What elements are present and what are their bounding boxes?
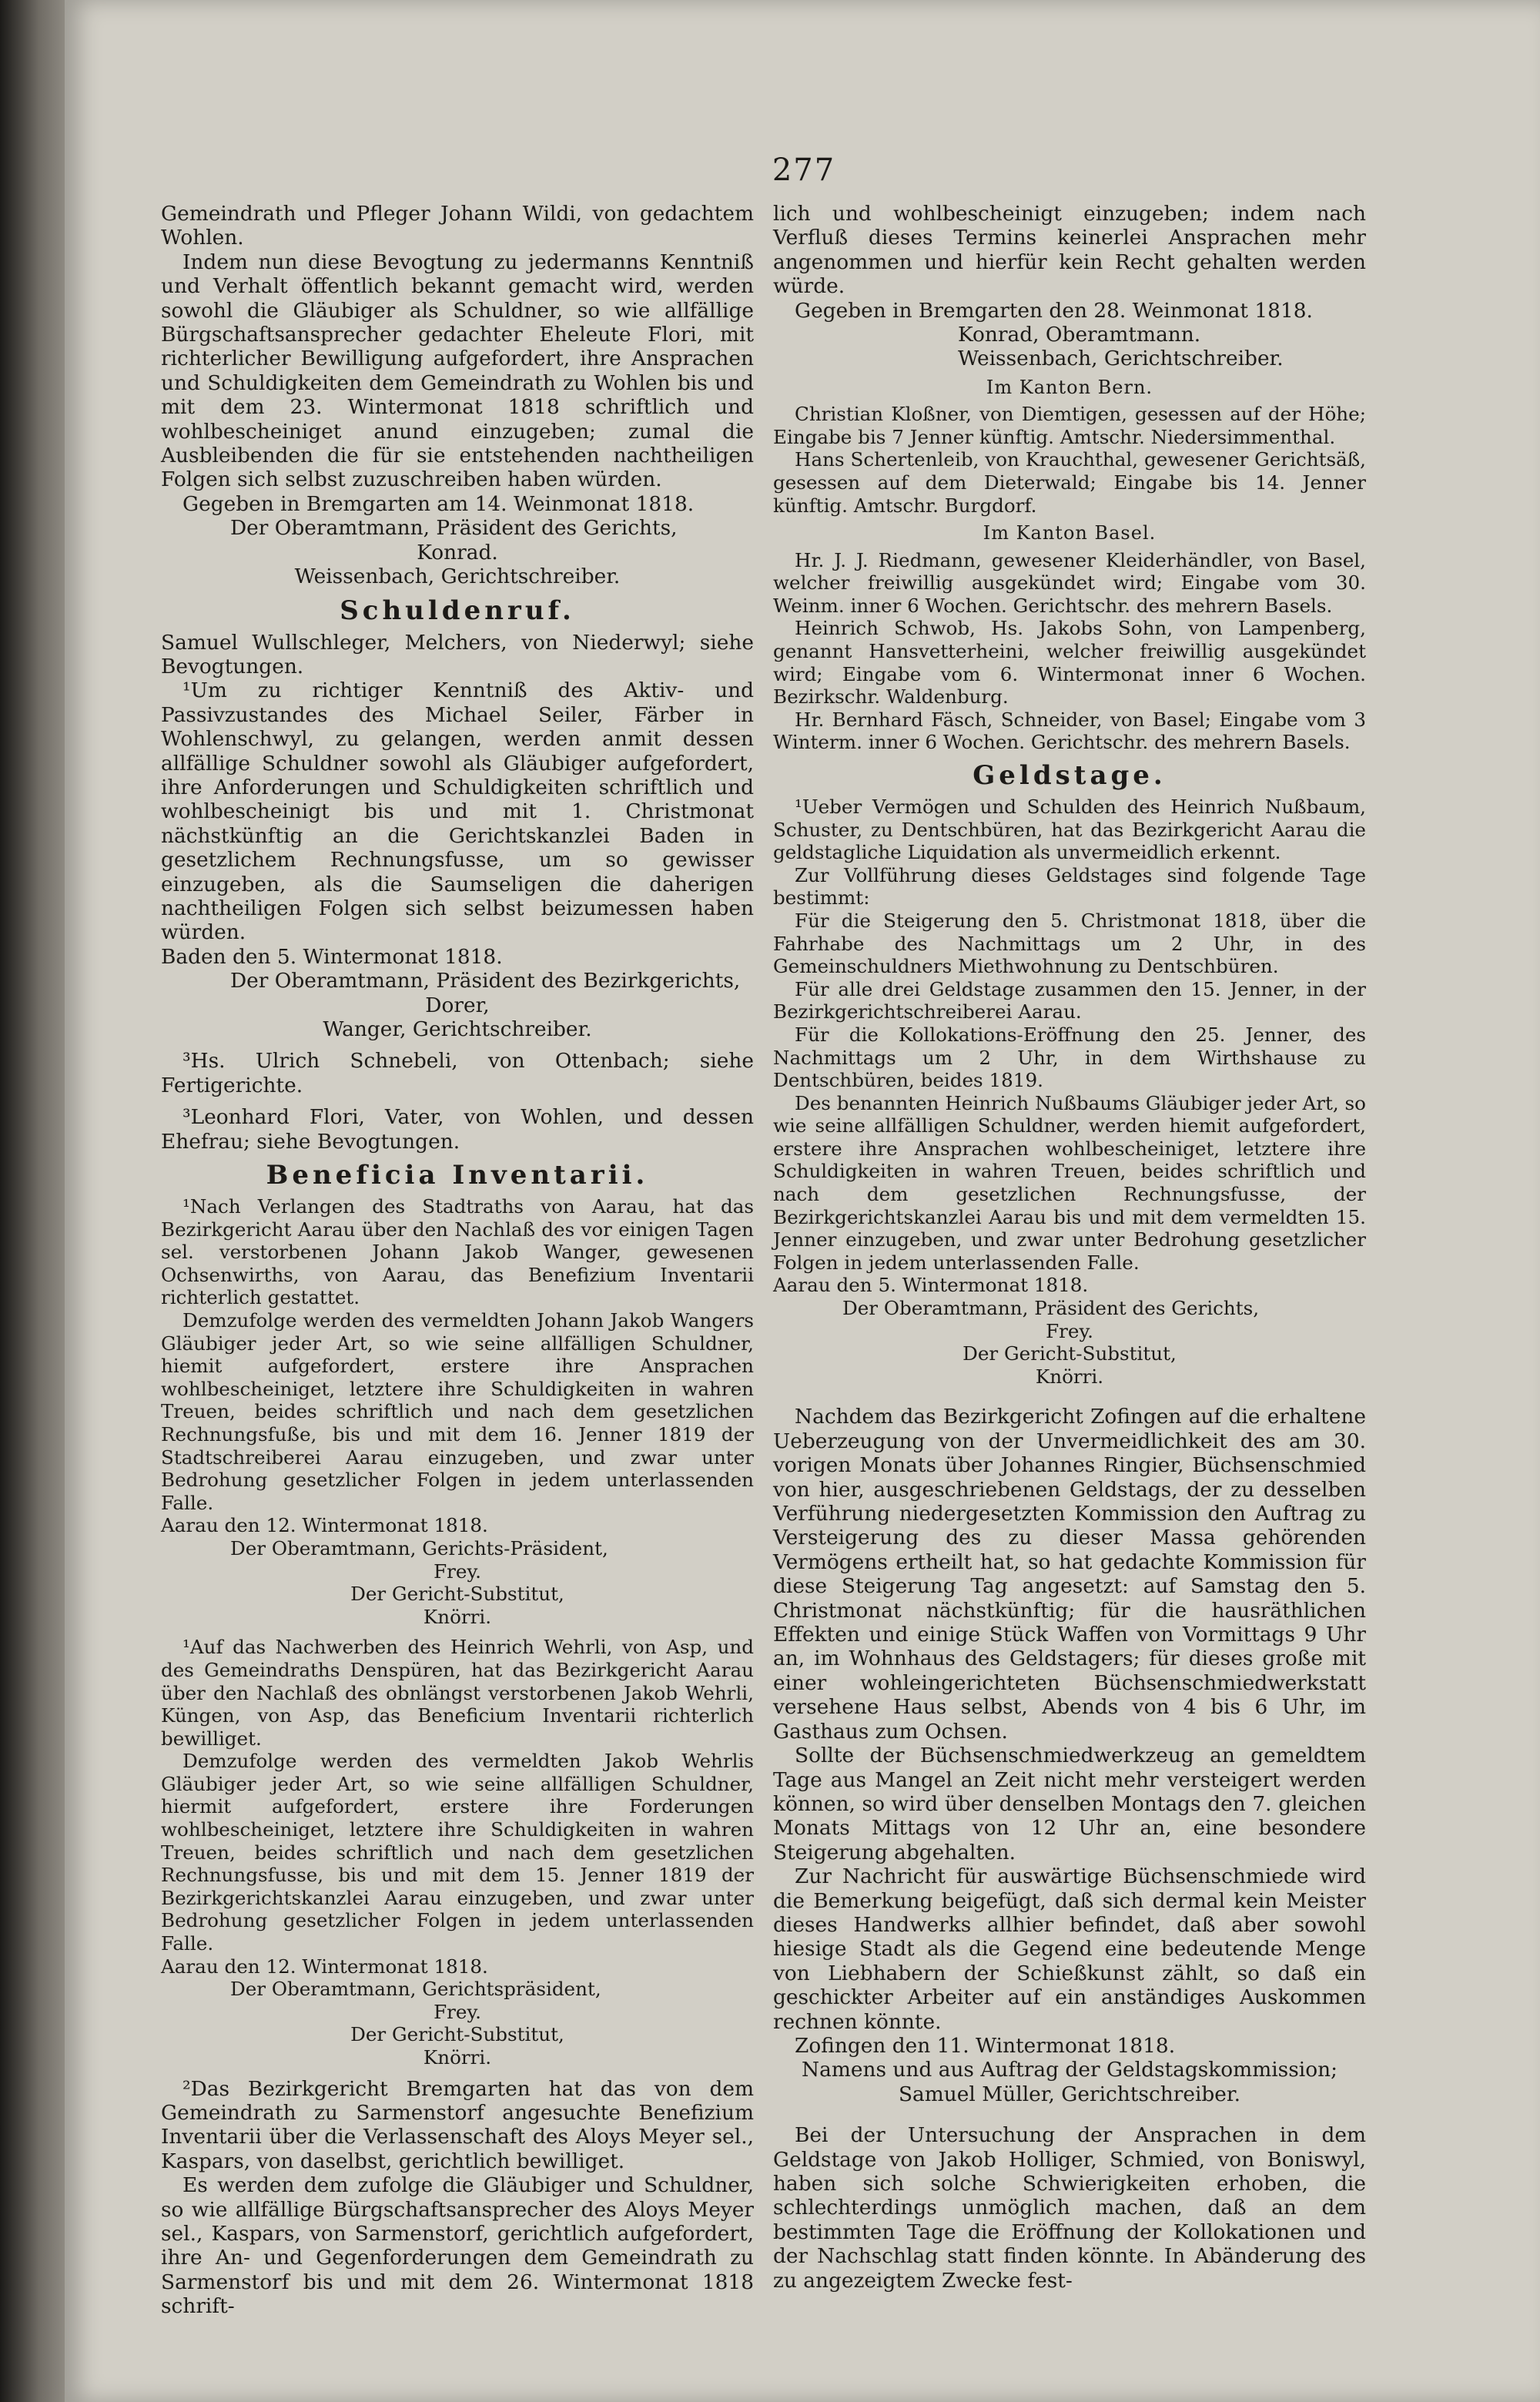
scan-binding-edge <box>0 0 65 2402</box>
page-number: 277 <box>772 152 836 188</box>
signature-name: Frey. <box>434 1559 481 1583</box>
dateline: Zofingen den 11. Wintermonat 1818. <box>795 2033 1176 2058</box>
paragraph: ¹Um zu richtiger Kenntniß des Aktiv- und Passivzustandes des Michael Seiler, Färber in Wohlenschwyl, zu gelangen, werden anmit dessen allfällige Schuldner sowohl als Gläubiger aufgefordert, ihre Anforderungen und Schuldigkeiten schriftlich und wohlbescheinigt bis und mit 1. Christmonat nächstkünftig an die Gerichtskanzlei Baden in gesetzlichem Rechnungsfusse, um so gewisser einzugeben, als die Saumseligen die daherigen nachtheiligen Folgen sich selbst beizumessen haben würden. <box>161 678 754 945</box>
paragraph: ¹Ueber Vermögen und Schulden des Heinrich Nußbaum, Schuster, zu Dentschbüren, hat das Bezirkgericht Aarau die geldstagliche Liquidation als unvermeidlich erkennt. <box>773 795 1366 864</box>
paragraph: Es werden dem zufolge die Gläubiger und Schuldner, so wie allfällige Bürgschaftsansprecher des Aloys Meyer sel., Kaspars, von Sarmenstorf, gerichtlich aufgefordert, ihre An- und Gegenforderungen dem Gemeindrath zu Sarmenstorf bis und mit dem 26. Wintermonat 1818 schrift- <box>161 2173 754 2319</box>
right-column <box>773 202 1366 2293</box>
dateline: Aarau den 12. Wintermonat 1818. <box>161 1955 488 1978</box>
paragraph: ¹Nach Verlangen des Stadtraths von Aarau, hat das Bezirkgericht Aarau über den Nachlaß des vor einigen Tagen sel. verstorbenen Johann Jakob Wanger, gewesenen Ochsenwirths, von Aarau, das Benefizium Inventarii richterlich gestattet. <box>161 1195 754 1309</box>
signature-line: Der Oberamtmann, Präsident des Gerichts, <box>842 1297 1260 1320</box>
dateline: Gegeben in Bremgarten am 14. Weinmonat 1818. <box>182 491 695 516</box>
signature-name: Dorer, <box>425 993 490 1017</box>
paragraph: Für die Kollokations-Eröffnung den 25. Jenner, des Nachmittags um 2 Uhr, in dem Wirthshause zu Dentschbüren, beides 1819. <box>773 1023 1366 1092</box>
notice-entry: ³Hs. Ulrich Schnebeli, von Ottenbach; siehe Fertigerichte. <box>161 1049 754 1097</box>
section-heading: Schuldenruf. <box>340 595 575 626</box>
dateline: Baden den 5. Wintermonat 1818. <box>161 944 503 969</box>
signature-line: Wanger, Gerichtschreiber. <box>323 1017 592 1041</box>
notice-entry: Samuel Wullschleger, Melchers, von Niederwyl; siehe Bevogtungen. <box>161 630 754 678</box>
signature-line: Der Oberamtmann, Präsident des Bezirkgerichts, <box>230 969 741 993</box>
paragraph: Zur Nachricht für auswärtige Büchsenschmiede wird die Bemerkung beigefügt, daß sich dermal kein Meister dieses Handwerks allhier befindet, daß aber sowohl hiesige Stadt als die Gegend eine bedeutende Menge von Liebhabern der Schießkunst zählt, so daß ein geschickter Arbeiter auf ein anständiges Auskommen rechnen könnte. <box>773 1864 1366 2034</box>
dateline: Gegeben in Bremgarten den 28. Weinmonat 1818. <box>795 298 1313 323</box>
signature-name: Knörri. <box>423 2046 492 2069</box>
notice-entry: Hans Schertenleib, von Krauchthal, gewesener Gerichtsäß, gesessen auf dem Dieterwald; Eingabe bis 14. Jenner künftig. Amtschr. Burgdorf. <box>773 448 1366 517</box>
paragraph: ²Das Bezirkgericht Bremgarten hat das von dem Gemeindrath zu Sarmenstorf angesuchte Benefizium Inventarii über die Verlassenschaft des Aloys Meyer sel., Kaspars, von daselbst, gerichtlich bewilliget. <box>161 2076 754 2173</box>
section-heading: Beneficia Inventarii. <box>266 1160 649 1191</box>
signature-line: Der Oberamtmann, Gerichtspräsident, <box>230 1978 601 2001</box>
notice-entry: Christian Kloßner, von Diemtigen, gesessen auf der Höhe; Eingabe bis 7 Jenner künftig. Amtschr. Niedersimmenthal. <box>773 403 1366 448</box>
paragraph: Demzufolge werden des vermeldten Jakob Wehrlis Gläubiger jeder Art, so wie seine allfälligen Schuldner, hiermit aufgefordert, erstere ihre Forderungen wohlbescheiniget, letztere ihre Schuldigkeiten in wahren Treuen, beides schriftlich und nach dem gesetzlichen Rechnungsfusse, bis und mit dem 15. Jenner 1819 der Bezirkgerichtskanzlei Aarau einzugeben, und zwar unter Bedrohung gesetzlicher Folgen in jedem unterlassenden Falle. <box>161 1750 754 1955</box>
document-page <box>65 0 1540 2402</box>
signature-name: Konrad. <box>417 540 498 564</box>
signature-line: Der Gericht-Substitut, <box>350 1583 564 1606</box>
signature-line: Namens und aus Auftrag der Geldstagskommission; <box>802 2058 1337 2082</box>
left-column <box>161 202 754 2319</box>
paragraph: Für die Steigerung den 5. Christmonat 1818, über die Fahrhabe des Nachmittags um 2 Uhr, in des Gemeinschuldners Miethwohnung zu Dentschbüren. <box>773 909 1366 978</box>
signature-line: Weissenbach, Gerichtschreiber. <box>294 564 621 589</box>
signature-line: Der Oberamtmann, Gerichts-Präsident, <box>230 1536 608 1559</box>
dateline: Aarau den 12. Wintermonat 1818. <box>161 1514 488 1537</box>
signature-line: Konrad, Oberamtmann. <box>958 323 1201 347</box>
signature-name: Knörri. <box>1035 1365 1104 1388</box>
paragraph: Für alle drei Geldstage zusammen den 15. Jenner, in der Bezirkgerichtschreiberei Aarau. <box>773 977 1366 1023</box>
signature-name: Frey. <box>434 2000 481 2023</box>
notice-entry: Heinrich Schwob, Hs. Jakobs Sohn, von Lampenberg, genannt Hansvetterheini, welcher freiwillig ausgekündet wird; Eingabe vom 6. Wintermonat inner 6 Wochen. Bezirkschr. Waldenburg. <box>773 617 1366 709</box>
paragraph: Zur Vollführung dieses Geldstages sind folgende Tage bestimmt: <box>773 863 1366 910</box>
signature-name: Frey. <box>1046 1319 1093 1342</box>
signature-name: Knörri. <box>423 1605 492 1628</box>
paragraph: Gemeindrath und Pfleger Johann Wildi, von gedachtem Wohlen. <box>161 202 754 250</box>
paragraph: Sollte der Büchsenschmiedwerkzeug an gemeldtem Tage aus Mangel an Zeit nicht mehr versteigert werden können, so wird über denselben Montags den 7. gleichen Monats Mittags von 12 Uhr an, eine besondere Steigerung abgehalten. <box>773 1744 1366 1864</box>
dateline: Aarau den 5. Wintermonat 1818. <box>773 1274 1089 1297</box>
paragraph: Bei der Untersuchung der Ansprachen in dem Geldstage von Jakob Holliger, Schmied, von Boniswyl, haben sich solche Schwierigkeiten erhoben, die schlechterdings unmöglich machen, daß an dem bestimmten Tage die Eröffnung der Kollokationen und der Nachschlag statt finden könnte. In Abänderung des zu angezeigtem Zwecke fest- <box>773 2123 1366 2293</box>
notice-entry: Hr. J. J. Riedmann, gewesener Kleiderhändler, von Basel, welcher freiwillig ausgekündet wird; Eingabe vom 30. Weinm. inner 6 Wochen. Gerichtschr. des mehrern Basels. <box>773 548 1366 617</box>
paragraph: Nachdem das Bezirkgericht Zofingen auf die erhaltene Ueberzeugung von der Unvermeidlichkeit des am 30. vorigen Monats über Johannes Ringier, Büchsenschmied von hier, ausgeschriebenen Geldstags, der zu desselben Verführung niedergesetzten Kommission den Auftrag zu Versteigerung des zu dieser Massa gehörenden Vermögens ertheilt hat, so hat gedachte Kommission für diese Steigerung Tag angesetzt: auf Samstag den 5. Christmonat nächstkünftig; für die hausräthlichen Effekten und einige Stück Waffen von Vormittags 9 Uhr an, im Wohnhaus des Geldstagers; für dieses große mit einer wohleingerichteten Büchsenschmiedwerkstatt versehene Haus selbst, Abends von 4 bis 6 Uhr, im Gasthaus zum Ochsen. <box>773 1405 1366 1744</box>
notice-entry: ³Leonhard Flori, Vater, von Wohlen, und dessen Ehefrau; siehe Bevogtungen. <box>161 1105 754 1154</box>
section-heading: Geldstage. <box>973 759 1167 791</box>
paragraph: ¹Auf das Nachwerben des Heinrich Wehrli, von Asp, und des Gemeindraths Denspüren, hat das Bezirkgericht Aarau über den Nachlaß des obnlängst verstorbenen Jakob Wehrli, Küngen, von Asp, das Beneficium Inventarii richterlich bewilliget. <box>161 1636 754 1750</box>
signature-line: Der Gericht-Substitut, <box>350 2023 564 2046</box>
signature-line: Weissenbach, Gerichtschreiber. <box>958 347 1284 371</box>
subsection-heading: Im Kanton Basel. <box>983 522 1157 544</box>
signature-line: Der Gericht-Substitut, <box>962 1342 1177 1365</box>
notice-entry: Hr. Bernhard Fäsch, Schneider, von Basel; Eingabe vom 3 Winterm. inner 6 Wochen. Gerichtschr. des mehrern Basels. <box>773 708 1366 754</box>
paragraph: Indem nun diese Bevogtung zu jedermanns Kenntniß und Verhalt öffentlich bekannt gemacht wird, werden sowohl die Gläubiger als Schuldner, so wie allfällige Bürgschaftsansprecher gedachter Eheleute Flori, mit richterlicher Bewilligung aufgefordert, ihre Ansprachen und Schuldigkeiten dem Gemeindrath zu Wohlen bis und mit dem 23. Wintermonat 1818 schriftlich und wohlbescheiniget anund einzugeben; zumal die Ausbleibenden die für sie entstehenden nachtheiligen Folgen sich selbst zuzuschreiben haben würden. <box>161 250 754 492</box>
subsection-heading: Im Kanton Bern. <box>986 376 1153 398</box>
paragraph: Des benannten Heinrich Nußbaums Gläubiger jeder Art, so wie seine allfälligen Schuldner, werden hiemit aufgefordert, erstere ihre Ansprachen wohlbescheiniget, letztere ihre Schuldigkeiten in wahren Treuen, beides schriftlich und nach dem gesetzlichen Rechnungsfusse, der Bezirkgerichtskanzlei Aarau bis und mit dem vermeldten 15. Jenner einzugeben, und zwar unter Bedrohung gesetzlicher Folgen in jedem unterlassenden Falle. <box>773 1091 1366 1274</box>
signature-line: Samuel Müller, Gerichtschreiber. <box>898 2082 1241 2106</box>
signature-line: Der Oberamtmann, Präsident des Gerichts, <box>230 516 678 541</box>
paragraph: lich und wohlbescheinigt einzugeben; indem nach Verfluß dieses Termins keinerlei Ansprachen mehr angenommen und hierfür kein Recht gehalten werden würde. <box>773 202 1366 299</box>
paragraph: Demzufolge werden des vermeldten Johann Jakob Wangers Gläubiger jeder Art, so wie seine allfälligen Schuldner, hiemit aufgefordert, erstere ihre Ansprachen wohlbescheiniget, letztere ihre Schuldigkeiten in wahren Treuen, beides schriftlich und nach dem gesetzlichen Rechnungsfuße, bis und mit dem 16. Jenner 1819 der Stadtschreiberei Aarau einzugeben, und zwar unter Bedrohung gesetzlicher Folgen in jedem unterlassenden Falle. <box>161 1309 754 1514</box>
